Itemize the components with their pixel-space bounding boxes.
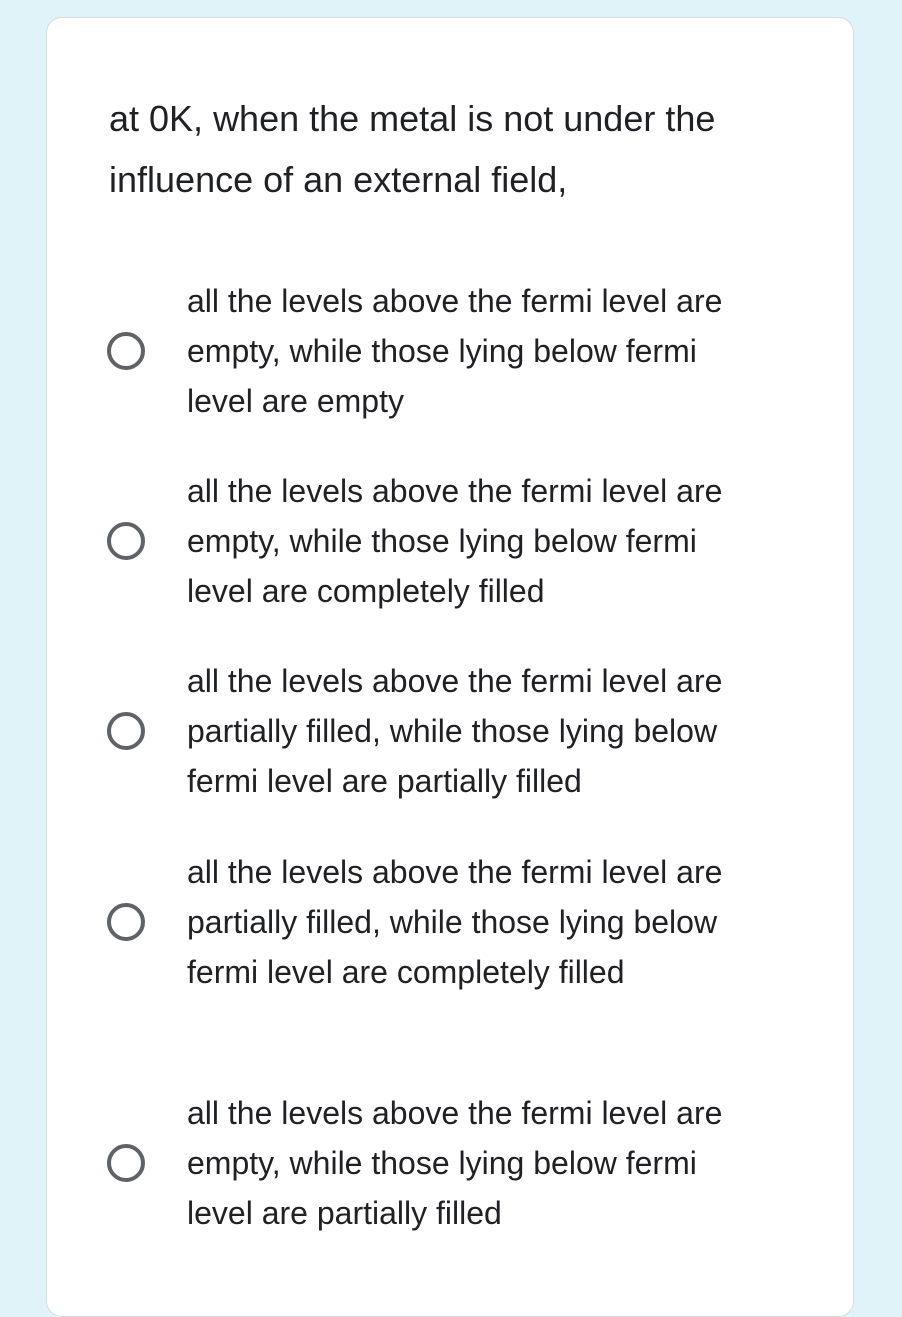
radio-button-icon[interactable] (107, 712, 145, 750)
option-4[interactable] (107, 847, 807, 997)
option-3[interactable] (107, 656, 807, 806)
option-label[interactable]: all the levels above the fermi level are partially filled, while those lying below fermi level are completely filled (187, 854, 723, 990)
option-2[interactable] (107, 466, 807, 616)
option-1[interactable] (107, 276, 807, 426)
radio-button-icon[interactable] (107, 332, 145, 370)
radio-button-icon[interactable] (107, 522, 145, 560)
question-text: at 0K, when the metal is not under the influence of an external field, (109, 98, 716, 200)
radio-button-icon[interactable] (107, 1144, 145, 1182)
option-label[interactable]: all the levels above the fermi level are empty, while those lying below fermi level are partially filled (187, 1095, 723, 1231)
option-5[interactable] (107, 1088, 807, 1238)
radio-button-icon[interactable] (107, 903, 145, 941)
question-card (46, 17, 854, 1317)
option-label[interactable]: all the levels above the fermi level are partially filled, while those lying below fermi level are partially filled (187, 663, 723, 799)
option-label[interactable]: all the levels above the fermi level are empty, while those lying below fermi level are completely filled (187, 473, 723, 609)
option-label[interactable]: all the levels above the fermi level are empty, while those lying below fermi level are empty (187, 283, 723, 419)
